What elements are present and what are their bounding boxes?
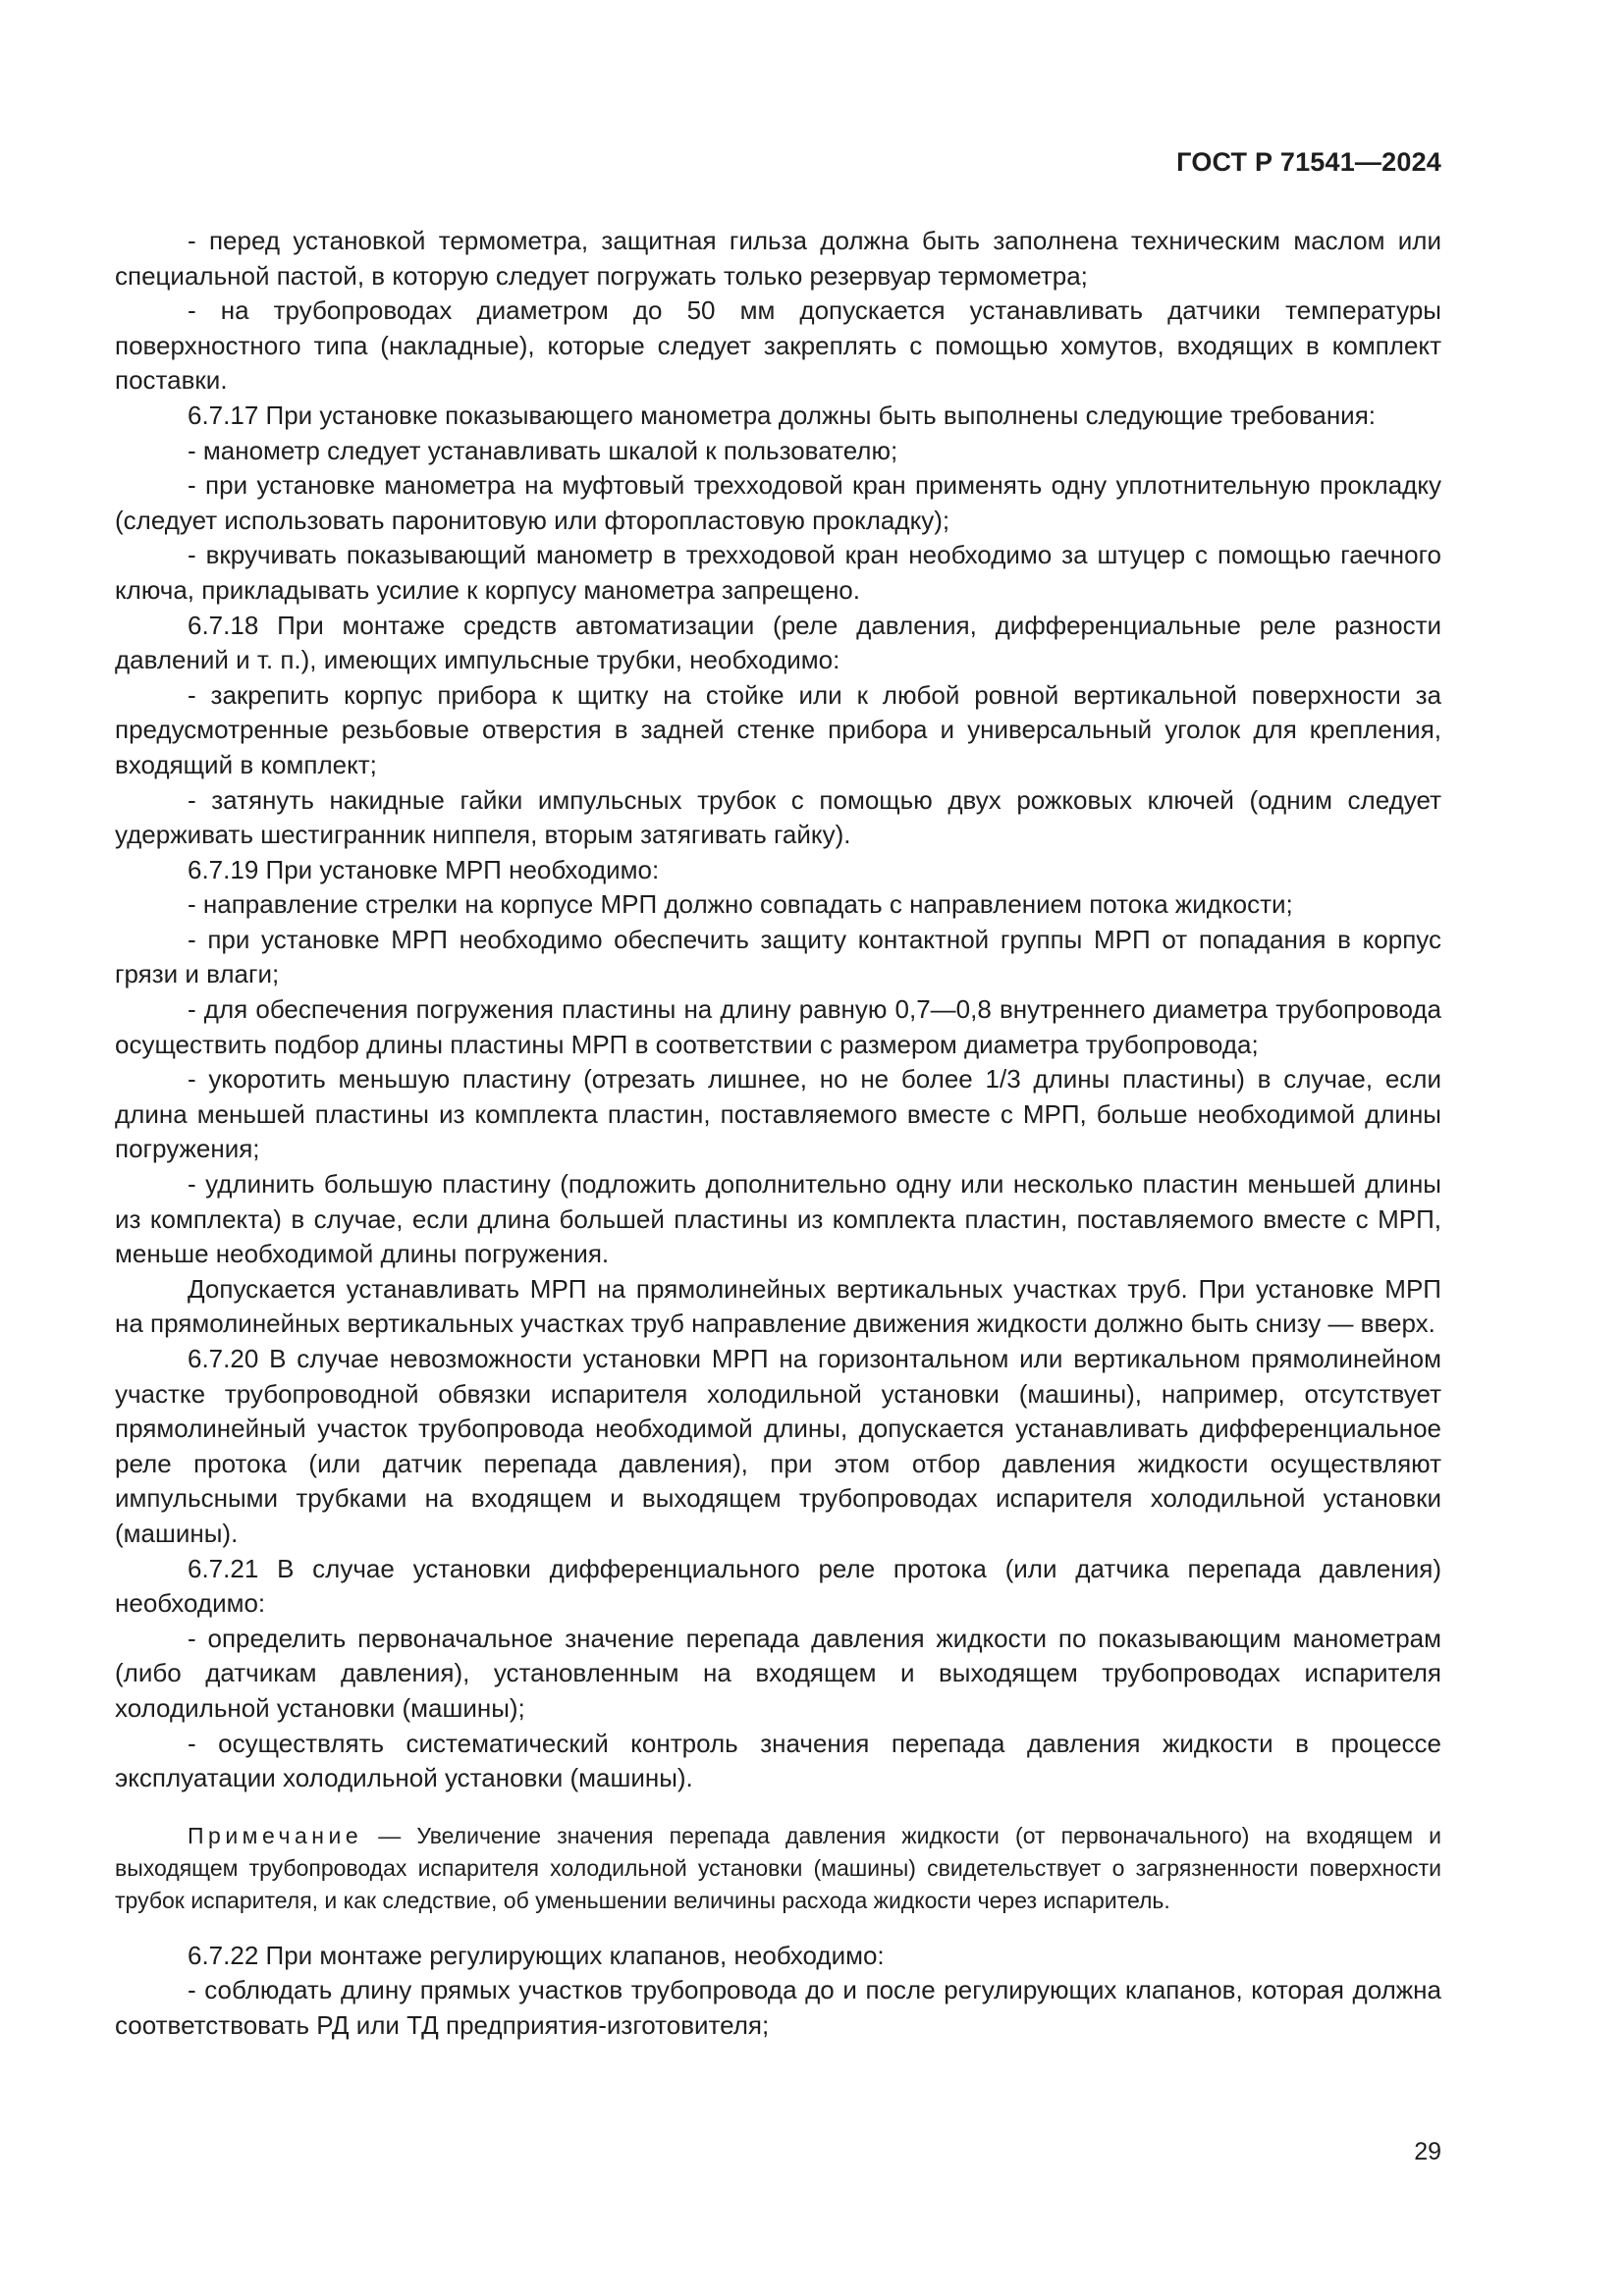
paragraph: - закрепить корпус прибора к щитку на стойке или к любой ровной вертикальной поверхности за предусмотренные резьбовые отверстия в задней стенке прибора и универсальный уголок для крепления, входящий в комплект; bbox=[115, 679, 1441, 779]
note-text: — Увеличение значения перепада давления жидкости (от первоначального) на входящем и выходящем трубопроводах испарителя холодильной установки (машины) свидетельствует о загрязненности поверхности трубок испарителя, и как следствие, об уменьшении величины расхода жидкости через испаритель. bbox=[115, 1822, 1441, 1913]
paragraph: - при установке манометра на муфтовый трехходовой кран применять одну уплотнительную прокладку (следует использовать паронитовую или фторопластовую прокладку); bbox=[115, 470, 1441, 535]
page-body bbox=[115, 224, 1441, 2044]
paragraph: - для обеспечения погружения пластины на длину равную 0,7—0,8 внутреннего диаметра трубопровода осуществить подбор длины пластины МРП в соответствии с размером диаметра трубопровода; bbox=[115, 994, 1441, 1059]
note-label: Примечание bbox=[188, 1822, 363, 1848]
paragraph: - затянуть накидные гайки импульсных трубок с помощью двух рожковых ключей (одним следует удерживать шестигранник ниппеля, вторым затягивать гайку). bbox=[115, 784, 1441, 850]
paragraph: - удлинить большую пластину (подложить дополнительно одну или несколько пластин меньшей длины из комплекта) в случае, если длина большей пластины из комплекта пластин, поставляемого вместе с МРП, меньше необходимой длины погружения. bbox=[115, 1169, 1441, 1269]
paragraph: - соблюдать длину прямых участков трубопровода до и после регулирующих клапанов, которая должна соответствовать РД или ТД предприятия-изготовителя; bbox=[115, 1975, 1441, 2040]
paragraph: - осуществлять систематический контроль значения перепада давления жидкости в процессе эксплуатации холодильной установки (машины). bbox=[115, 1728, 1441, 1793]
paragraph: 6.7.18 При монтаже средств автоматизации (реле давления, дифференциальные реле разности давлений и т. п.), имеющих импульсные трубки, необходимо: bbox=[115, 610, 1441, 675]
paragraph: 6.7.20 В случае невозможности установки МРП на горизонтальном или вертикальном прямолинейном участке трубопроводной обвязки испарителя холодильной установки (машины), например, отсутствует прямолинейный участок трубопровода необходимой длины, допускается устанавливать дифференциальное реле протока (или датчик перепада давления), при этом отбор давления жидкости осуществляют импульсными трубками на входящем и выходящем трубопроводах испарителя холодильной установки (машины). bbox=[115, 1344, 1441, 1548]
paragraph: Допускается устанавливать МРП на прямолинейных вертикальных участках труб. При установке МРП на прямолинейных вертикальных участках труб направление движения жидкости должно быть снизу — вверх. bbox=[115, 1273, 1441, 1339]
paragraph: - направление стрелки на корпусе МРП должно совпадать с направлением потока жидкости; bbox=[188, 889, 1293, 920]
page-number: 29 bbox=[1414, 2138, 1441, 2165]
paragraph: 6.7.17 При установке показывающего манометра должны быть выполнены следующие требования: bbox=[188, 400, 1377, 430]
note bbox=[115, 1820, 1441, 1917]
document-header: ГОСТ Р 71541—2024 bbox=[1176, 147, 1441, 177]
paragraph: - укоротить меньшую пластину (отрезать лишнее, но не более 1/3 длины пластины) в случае, если длина меньшей пластины из комплекта пластин, поставляемого вместе с МРП, больше необходимой длины погружения; bbox=[115, 1064, 1441, 1164]
paragraph: - на трубопроводах диаметром до 50 мм допускается устанавливать датчики температуры поверхностного типа (накладные), которые следует закреплять с помощью хомутов, входящих в комплект поставки. bbox=[115, 295, 1441, 396]
paragraph: 6.7.19 При установке МРП необходимо: bbox=[188, 854, 660, 884]
paragraph: - манометр следует устанавливать шкалой к пользователю; bbox=[188, 435, 898, 465]
paragraph: - при установке МРП необходимо обеспечить защиту контактной группы МРП от попадания в корпус грязи и влаги; bbox=[115, 924, 1441, 989]
paragraph: - определить первоначальное значение перепада давления жидкости по показывающим манометрам (либо датчикам давления), установленным на входящем и выходящем трубопроводах испарителя холодильной установки (машины); bbox=[115, 1623, 1441, 1723]
paragraph: 6.7.21 В случае установки дифференциального реле протока (или датчика перепада давления) необходимо: bbox=[115, 1553, 1441, 1619]
paragraph: - перед установкой термометра, защитная гильза должна быть заполнена техническим маслом или специальной пастой, в которую следует погружать только резервуар термометра; bbox=[115, 226, 1441, 291]
paragraph: 6.7.22 При монтаже регулирующих клапанов, необходимо: bbox=[188, 1940, 885, 1970]
paragraph: - вкручивать показывающий манометр в трехходовой кран необходимо за штуцер с помощью гаечного ключа, прикладывать усилие к корпусу манометра запрещено. bbox=[115, 540, 1441, 605]
